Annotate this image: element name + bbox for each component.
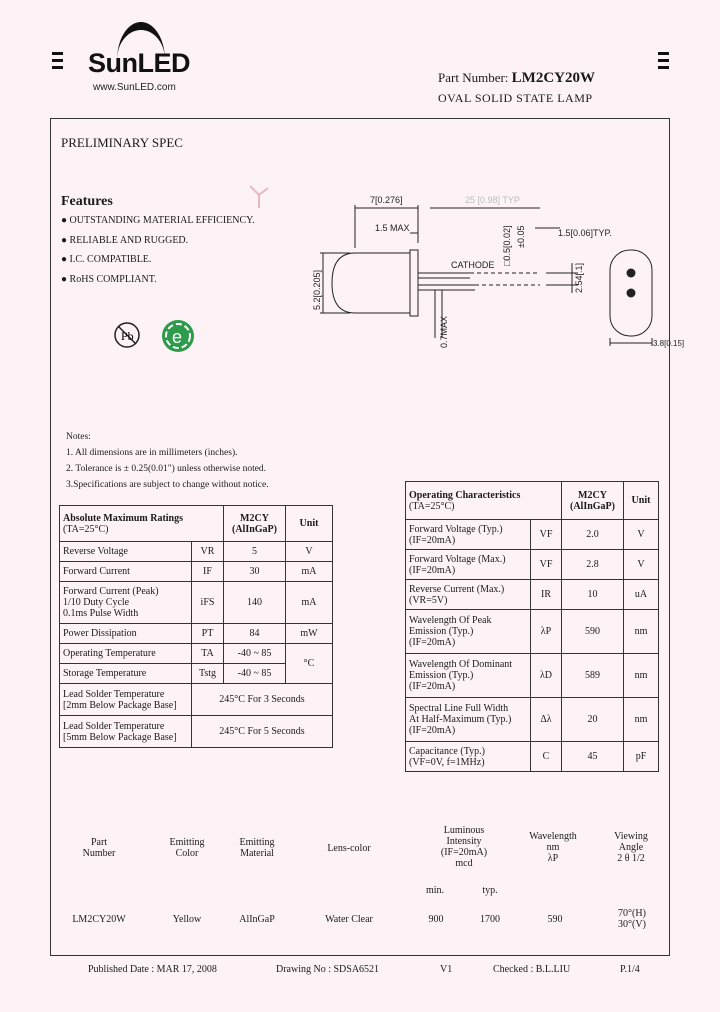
faint-mark-icon [246, 180, 272, 210]
published-date: Published Date : MAR 17, 2008 [88, 964, 217, 975]
note-item: 1. All dimensions are in millimeters (inches). [66, 448, 238, 458]
mechanical-drawing [310, 188, 685, 368]
table-row: Forward Current (Peak) 1/10 Duty Cycle 0.1ms Pulse Width iFS 140 mA [60, 582, 333, 624]
left-bars-decoration [52, 52, 63, 73]
row-part-number: LM2CY20W [72, 914, 126, 925]
dim-lead-tol: ±0.05 [516, 225, 526, 248]
company-website: www.SunLED.com [93, 82, 176, 93]
table-row: Wavelength Of Peak Emission (Typ.) (IF=20mA) λP 590 nm [406, 610, 659, 654]
table-header: Unit [286, 506, 333, 542]
rohs-e-icon [159, 317, 197, 355]
checked-by: Checked : B.L.LIU [493, 964, 571, 975]
spec-title: PRELIMINARY SPEC [61, 135, 183, 150]
note-item: 3.Specifications are subject to change without notice. [66, 480, 269, 490]
row-wavelength: 590 [547, 914, 563, 925]
header-emitting-color: Emitting Color [169, 837, 205, 859]
notes [66, 429, 269, 493]
table-row: Operating Temperature TA -40 ~ 85 °C [60, 644, 333, 664]
dim-lead-square: □0.5[0.02] [502, 225, 512, 266]
operating-characteristics-table [405, 481, 659, 772]
row-typ: 1700 [480, 914, 500, 925]
header-wavelength: Wavelength nm λP [529, 831, 577, 864]
feature-item: ● RoHS COMPLIANT. [61, 274, 157, 285]
part-number-line [438, 70, 595, 87]
features-title: Features [61, 194, 113, 209]
feature-item: ● RELIABLE AND RUGGED. [61, 235, 189, 246]
version: V1 [440, 964, 453, 975]
table-row: Storage Temperature Tstg -40 ~ 85 [60, 664, 333, 684]
table-header: Operating Characteristics (TA=25°C) [406, 482, 562, 520]
dim-flange: 1.5[0.06]TYP. [558, 228, 612, 238]
dim-lead-length: 25 [0.98] TYP [465, 195, 520, 205]
header-luminous-intensity: Luminous Intensity (IF=20mA) mcd [440, 825, 488, 869]
pb-free-icon [112, 320, 142, 350]
header-min: min. [425, 885, 445, 896]
company-logo: SunLED [88, 48, 190, 78]
dim-width: 7[0.276] [370, 195, 403, 205]
pb-label: Pb [121, 329, 134, 343]
header-emitting-material: Emitting Material [239, 837, 275, 859]
row-viewing-angle: 70°(H) 30°(V) [618, 908, 646, 930]
table-row: Forward Voltage (Max.) (IF=20mA) VF 2.8 V [406, 550, 659, 580]
table-row: Forward Voltage (Typ.) (IF=20mA) VF 2.0 V [406, 520, 659, 550]
cathode-label: CATHODE [451, 260, 495, 270]
header-lens-color: Lens-color [327, 843, 371, 854]
note-item: 2. Tolerance is ± 0.25(0.01") unless otherwise noted. [66, 464, 267, 474]
dim-side: 3.8[0.15] [653, 339, 685, 348]
table-header: M2CY (AlInGaP) [562, 482, 624, 520]
e-label: e [172, 327, 183, 347]
drawing-number: Drawing No : SDSA6521 [276, 964, 380, 975]
product-subtitle: OVAL SOLID STATE LAMP [438, 91, 593, 105]
table-header: Unit [624, 482, 659, 520]
table-row: Reverse Current (Max.) (VR=5V) IR 10 uA [406, 580, 659, 610]
dim-max: 1.5 MAX [375, 223, 410, 233]
header-viewing-angle: Viewing Angle 2 θ 1/2 [614, 831, 648, 864]
header-part-number: Part Number [82, 837, 116, 859]
row-color: Yellow [172, 914, 202, 925]
table-header: Absolute Maximum Ratings (TA=25°C) [60, 506, 224, 542]
notes-title: Notes: [66, 432, 91, 442]
dim-height: 5.2[0.205] [312, 269, 322, 310]
part-number: LM2CY20W [511, 70, 595, 86]
dim-flat: 0.7MAX [439, 315, 449, 348]
row-lens: Water Clear [325, 914, 373, 925]
absolute-max-ratings-table [59, 505, 333, 748]
table-row: Forward Current IF 30 mA [60, 562, 333, 582]
table-row: Lead Solder Temperature [2mm Below Package Base] 245°C For 3 Seconds [60, 684, 333, 716]
feature-item: ● OUTSTANDING MATERIAL EFFICIENCY. [61, 215, 255, 226]
table-row: Wavelength Of Dominant Emission (Typ.) (IF=20mA) λD 589 nm [406, 654, 659, 698]
table-row: Spectral Line Full Width At Half-Maximum (Typ.) (IF=20mA) Δλ 20 nm [406, 698, 659, 742]
row-min: 900 [428, 914, 444, 925]
dim-pitch: 2.54[.1] [574, 262, 584, 293]
header-typ: typ. [482, 885, 498, 896]
page-number: P.1/4 [620, 964, 640, 975]
table-row: Power Dissipation PT 84 mW [60, 624, 333, 644]
right-bars-decoration [658, 52, 669, 73]
part-number-label: Part Number: [438, 70, 509, 85]
table-row: Reverse Voltage VR 5 V [60, 542, 333, 562]
table-row: Lead Solder Temperature [5mm Below Package Base] 245°C For 5 Seconds [60, 716, 333, 748]
row-material: AlInGaP [239, 914, 275, 925]
table-row: Capacitance (Typ.) (VF=0V, f=1MHz) C 45 pF [406, 742, 659, 772]
table-header: M2CY (AlInGaP) [224, 506, 286, 542]
feature-item: ● I.C. COMPATIBLE. [61, 254, 152, 265]
